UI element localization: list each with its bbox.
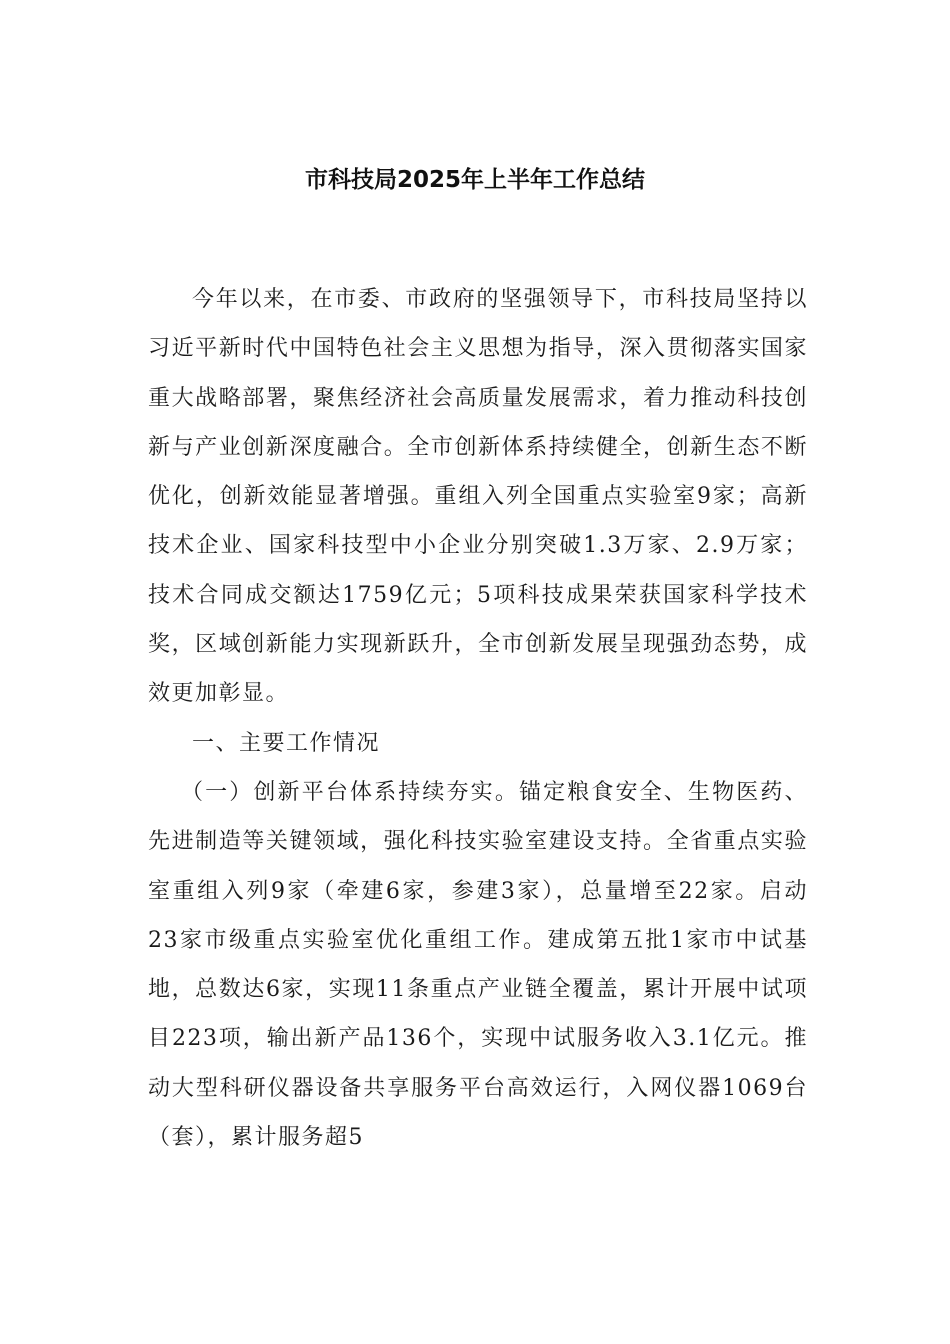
section-heading: 一、主要工作情况 bbox=[192, 730, 381, 756]
document-title: 市科技局2025年上半年工作总结 bbox=[304, 167, 645, 193]
document-body bbox=[148, 275, 808, 1162]
subsection-paragraph: （一）创新平台体系持续夯实。锚定粮食安全、生物医药、先进制造等关键领域，强化科技实验室建设支持。全省重点实验室重组入列9家（牵建6家，参建3家），总量增至22家。启动23家市级重点实验室优化重组工作。建成第五批1家市中试基地，总数达6家，实现11条重点产业链全覆盖，累计开展中试项目223项，输出新产品136个，实现中试服务收入3.1亿元。推动大型科研仪器设备共享服务平台高效运行，入网仪器1069台（套），累计服务超5 bbox=[148, 779, 808, 1151]
intro-paragraph: 今年以来，在市委、市政府的坚强领导下，市科技局坚持以习近平新时代中国特色社会主义思想为指导，深入贯彻落实国家重大战略部署，聚焦经济社会高质量发展需求，着力推动科技创新与产业创新深度融合。全市创新体系持续健全，创新生态不断优化，创新效能显著增强。重组入列全国重点实验室9家；高新技术企业、国家科技型中小企业分别突破1.3万家、2.9万家；技术合同成交额达1759亿元；5项科技成果荣获国家科学技术奖，区域创新能力实现新跃升，全市创新发展呈现强劲态势，成效更加彰显。 bbox=[148, 287, 808, 707]
